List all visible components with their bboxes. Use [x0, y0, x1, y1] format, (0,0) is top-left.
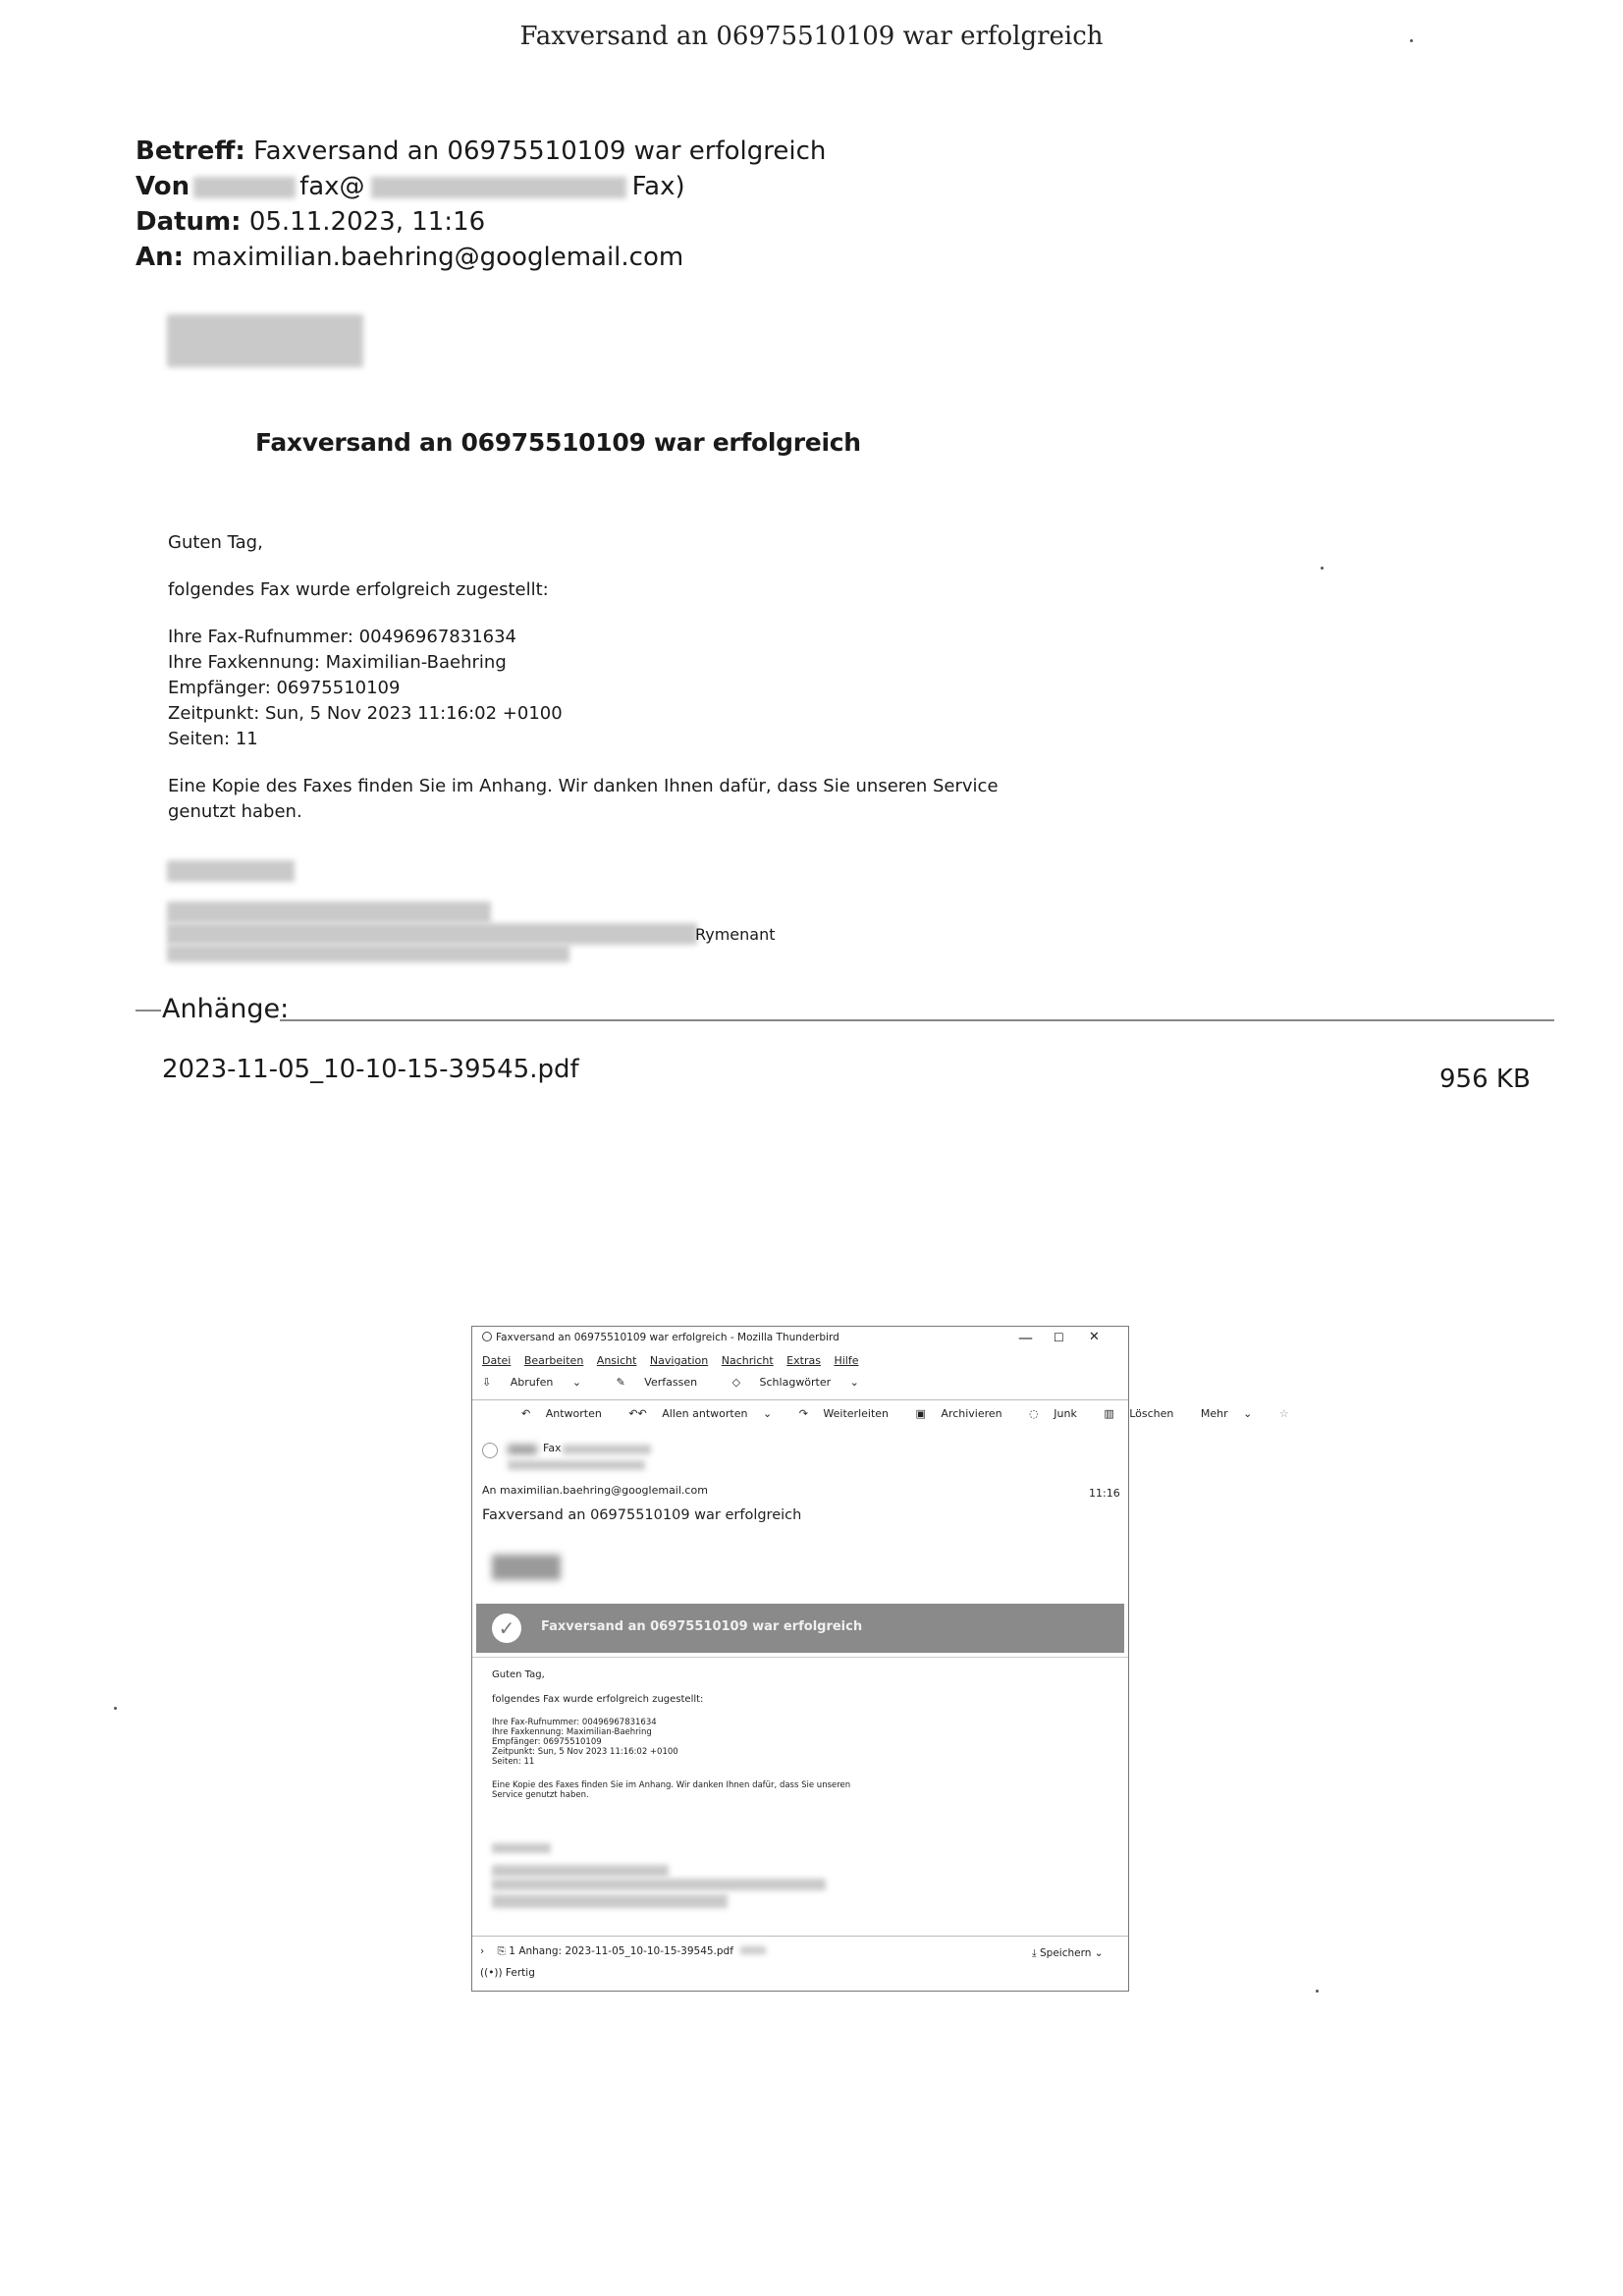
detail-timestamp: Zeitpunkt: Sun, 5 Nov 2023 11:16:02 +0100 — [492, 1747, 678, 1757]
menu-hilfe[interactable]: Hilfe — [834, 1354, 859, 1367]
reply-button[interactable] — [521, 1407, 614, 1420]
chevron-down-icon: ⌄ — [1243, 1407, 1253, 1420]
trash-icon: ▥ — [1104, 1407, 1118, 1420]
checkmark-icon: ✓ — [492, 1613, 521, 1643]
closing-line-1: Eine Kopie des Faxes finden Sie im Anhang. Wir danken Ihnen dafür, dass Sie unseren — [492, 1780, 851, 1790]
message-subject: Faxversand an 06975510109 war erfolgreich — [482, 1507, 802, 1523]
menu-extras[interactable]: Extras — [786, 1354, 821, 1367]
to-label: An: — [135, 243, 185, 272]
to-row — [135, 240, 826, 275]
menu-ansicht[interactable]: Ansicht — [596, 1354, 637, 1367]
compose-button[interactable] — [617, 1376, 714, 1389]
delete-label: Löschen — [1129, 1407, 1174, 1420]
activity-icon: ((•)) — [480, 1967, 506, 1979]
to-value: maximilian.baehring@googlemail.com — [191, 243, 684, 272]
detail-pages: Seiten: 11 — [492, 1757, 535, 1767]
detail-fax-id: Ihre Faxkennung: Maximilian-Baehring — [492, 1727, 652, 1737]
get-mail-button[interactable] — [482, 1376, 597, 1389]
pencil-icon: ✎ — [616, 1376, 629, 1389]
redacted-provider-logo — [167, 314, 363, 367]
print-header-title: Faxversand an 06975510109 war erfolgreich — [519, 22, 1104, 51]
date-value: 05.11.2023, 11:16 — [248, 207, 486, 237]
get-mail-icon: ⇩ — [482, 1376, 495, 1389]
fax-details — [168, 625, 1052, 752]
redacted-attachment-size — [740, 1946, 766, 1954]
subject-label: Betreff: — [135, 137, 245, 166]
compose-label: Verfassen — [644, 1376, 698, 1389]
chevron-down-icon: ⌄ — [849, 1376, 859, 1389]
close-button[interactable]: ✕ — [1089, 1330, 1100, 1344]
redacted-signature-line — [167, 923, 697, 945]
junk-button[interactable] — [1029, 1407, 1089, 1420]
flame-icon: ◌ — [1029, 1407, 1043, 1420]
window-title: Faxversand an 06975510109 war erfolgreich - Mozilla Thunderbird — [496, 1332, 839, 1343]
closing-line-2: Service genutzt haben. — [492, 1790, 589, 1800]
subject-row — [135, 134, 826, 169]
minimize-button[interactable]: — — [1018, 1329, 1033, 1346]
forward-label: Weiterleiten — [823, 1407, 890, 1420]
message-time: 11:16 — [1089, 1487, 1120, 1500]
redacted-signature-line — [492, 1865, 669, 1877]
download-icon: ⤓ — [1032, 1947, 1040, 1959]
attachments-divider-left — [135, 1010, 161, 1011]
detail-fax-number: Ihre Fax-Rufnummer: 00496967831634 — [492, 1718, 657, 1727]
redacted-signature-line — [167, 945, 569, 962]
chevron-right-icon[interactable]: › — [480, 1945, 485, 1957]
attachment-summary: 1 Anhang: 2023-11-05_10-10-15-39545.pdf — [509, 1945, 733, 1957]
menu-bar — [472, 1350, 868, 1372]
save-label: Speichern — [1039, 1947, 1092, 1959]
closing-text — [492, 1780, 850, 1800]
reply-icon: ↶ — [521, 1407, 534, 1420]
tags-label: Schlagwörter — [759, 1376, 832, 1389]
sender-fax-label[interactable]: Fax — [543, 1442, 562, 1454]
greeting: Guten Tag, — [168, 532, 263, 553]
save-button[interactable] — [1032, 1947, 1104, 1960]
window-titlebar — [472, 1327, 1128, 1350]
scan-speck — [114, 1707, 117, 1710]
date-label: Datum: — [135, 207, 242, 237]
archive-icon: ▣ — [915, 1407, 930, 1420]
redacted-signature-line — [492, 1843, 551, 1853]
scan-speck — [1321, 567, 1324, 570]
main-toolbar — [472, 1372, 891, 1397]
paperclip-icon: ⎘ — [497, 1945, 506, 1957]
delete-button[interactable] — [1104, 1407, 1185, 1420]
tag-icon: ◇ — [731, 1376, 744, 1389]
body-divider — [472, 1657, 1128, 1658]
star-icon[interactable]: ☆ — [1278, 1407, 1289, 1420]
scan-speck — [1316, 1990, 1319, 1993]
maximize-button[interactable]: ☐ — [1054, 1331, 1064, 1344]
reply-all-icon: ↶↶ — [628, 1407, 651, 1420]
detail-timestamp: Zeitpunkt: Sun, 5 Nov 2023 11:16:02 +0100 — [168, 703, 563, 724]
more-button[interactable] — [1201, 1407, 1264, 1420]
closing-text: Eine Kopie des Faxes finden Sie im Anhang. Wir danken Ihnen dafür, dass Sie unseren Service genutzt haben. — [168, 776, 999, 822]
detail-recipient: Empfänger: 06975510109 — [492, 1737, 602, 1747]
sender-avatar — [482, 1443, 498, 1458]
intro: folgendes Fax wurde erfolgreich zugestellt: — [168, 579, 549, 600]
reply-all-label: Allen antworten — [662, 1407, 748, 1420]
redacted-signature-line — [167, 902, 491, 923]
detail-fax-number: Ihre Fax-Rufnummer: 00496967831634 — [168, 627, 516, 647]
attachment-file-name[interactable]: 2023-11-05_10-10-15-39545.pdf — [162, 1055, 579, 1084]
menu-nachricht[interactable]: Nachricht — [721, 1354, 774, 1367]
detail-fax-id: Ihre Faxkennung: Maximilian-Baehring — [168, 652, 507, 673]
detail-recipient: Empfänger: 06975510109 — [168, 678, 401, 698]
message-actions — [521, 1407, 1301, 1429]
redacted-sender-name — [508, 1445, 537, 1454]
body-title: Faxversand an 06975510109 war erfolgreich — [255, 428, 861, 457]
redacted-sender-address — [508, 1460, 645, 1470]
redacted-sender-name — [193, 177, 296, 198]
forward-icon: ↷ — [798, 1407, 812, 1420]
forward-button[interactable] — [799, 1407, 900, 1420]
menu-bearbeiten[interactable]: Bearbeiten — [523, 1354, 584, 1367]
reply-all-button[interactable] — [628, 1407, 784, 1420]
signature-name: Rymenant — [695, 925, 776, 944]
redacted-sender-domain — [371, 177, 626, 198]
to-line[interactable]: An maximilian.baehring@googlemail.com — [482, 1484, 708, 1497]
attachment-bar[interactable] — [480, 1945, 766, 1958]
subject-value: Faxversand an 06975510109 war erfolgreich — [253, 137, 827, 166]
greeting: Guten Tag, — [492, 1669, 545, 1680]
reply-label: Antworten — [545, 1407, 602, 1420]
from-address-end: Fax) — [631, 172, 685, 201]
date-row — [135, 204, 826, 240]
redacted-sender-detail — [563, 1445, 651, 1454]
mail-headers — [135, 134, 826, 275]
attachments-heading: Anhänge: — [162, 994, 293, 1024]
message-body — [492, 1668, 850, 1800]
archive-button[interactable] — [916, 1407, 1014, 1420]
from-address-start: fax@ — [299, 172, 365, 201]
archive-label: Archivieren — [941, 1407, 1002, 1420]
redacted-signature-line — [492, 1879, 826, 1890]
from-label: Von — [135, 172, 190, 201]
chevron-down-icon: ⌄ — [762, 1407, 773, 1420]
junk-label: Junk — [1054, 1407, 1077, 1420]
menu-datei[interactable]: Datei — [482, 1354, 512, 1367]
attachments-divider-right — [280, 1019, 1554, 1021]
get-mail-label: Abrufen — [510, 1376, 554, 1389]
chevron-down-icon: ⌄ — [571, 1376, 582, 1389]
toolbar-divider — [472, 1399, 1128, 1400]
scan-speck — [1410, 39, 1413, 42]
mail-body-text — [168, 530, 1052, 847]
fax-details — [492, 1718, 850, 1767]
redacted-provider-logo — [492, 1555, 561, 1580]
detail-pages: Seiten: 11 — [168, 729, 258, 749]
status-bar — [480, 1967, 535, 1979]
redacted-signature-line — [492, 1894, 728, 1908]
status-text: Fertig — [505, 1967, 535, 1979]
intro: folgendes Fax wurde erfolgreich zugestellt: — [492, 1694, 704, 1705]
tags-button[interactable] — [732, 1376, 875, 1389]
chevron-down-icon: ⌄ — [1094, 1947, 1104, 1959]
success-banner-text: Faxversand an 06975510109 war erfolgreich — [541, 1619, 863, 1634]
menu-navigation[interactable]: Navigation — [649, 1354, 709, 1367]
thunderbird-window — [471, 1326, 1289, 1992]
from-row — [135, 169, 826, 204]
attachment-file-size: 956 KB — [1439, 1065, 1531, 1094]
redacted-signature-line — [167, 860, 295, 882]
attachment-divider — [472, 1936, 1128, 1937]
thunderbird-icon — [482, 1332, 492, 1341]
more-label: Mehr — [1200, 1407, 1228, 1420]
